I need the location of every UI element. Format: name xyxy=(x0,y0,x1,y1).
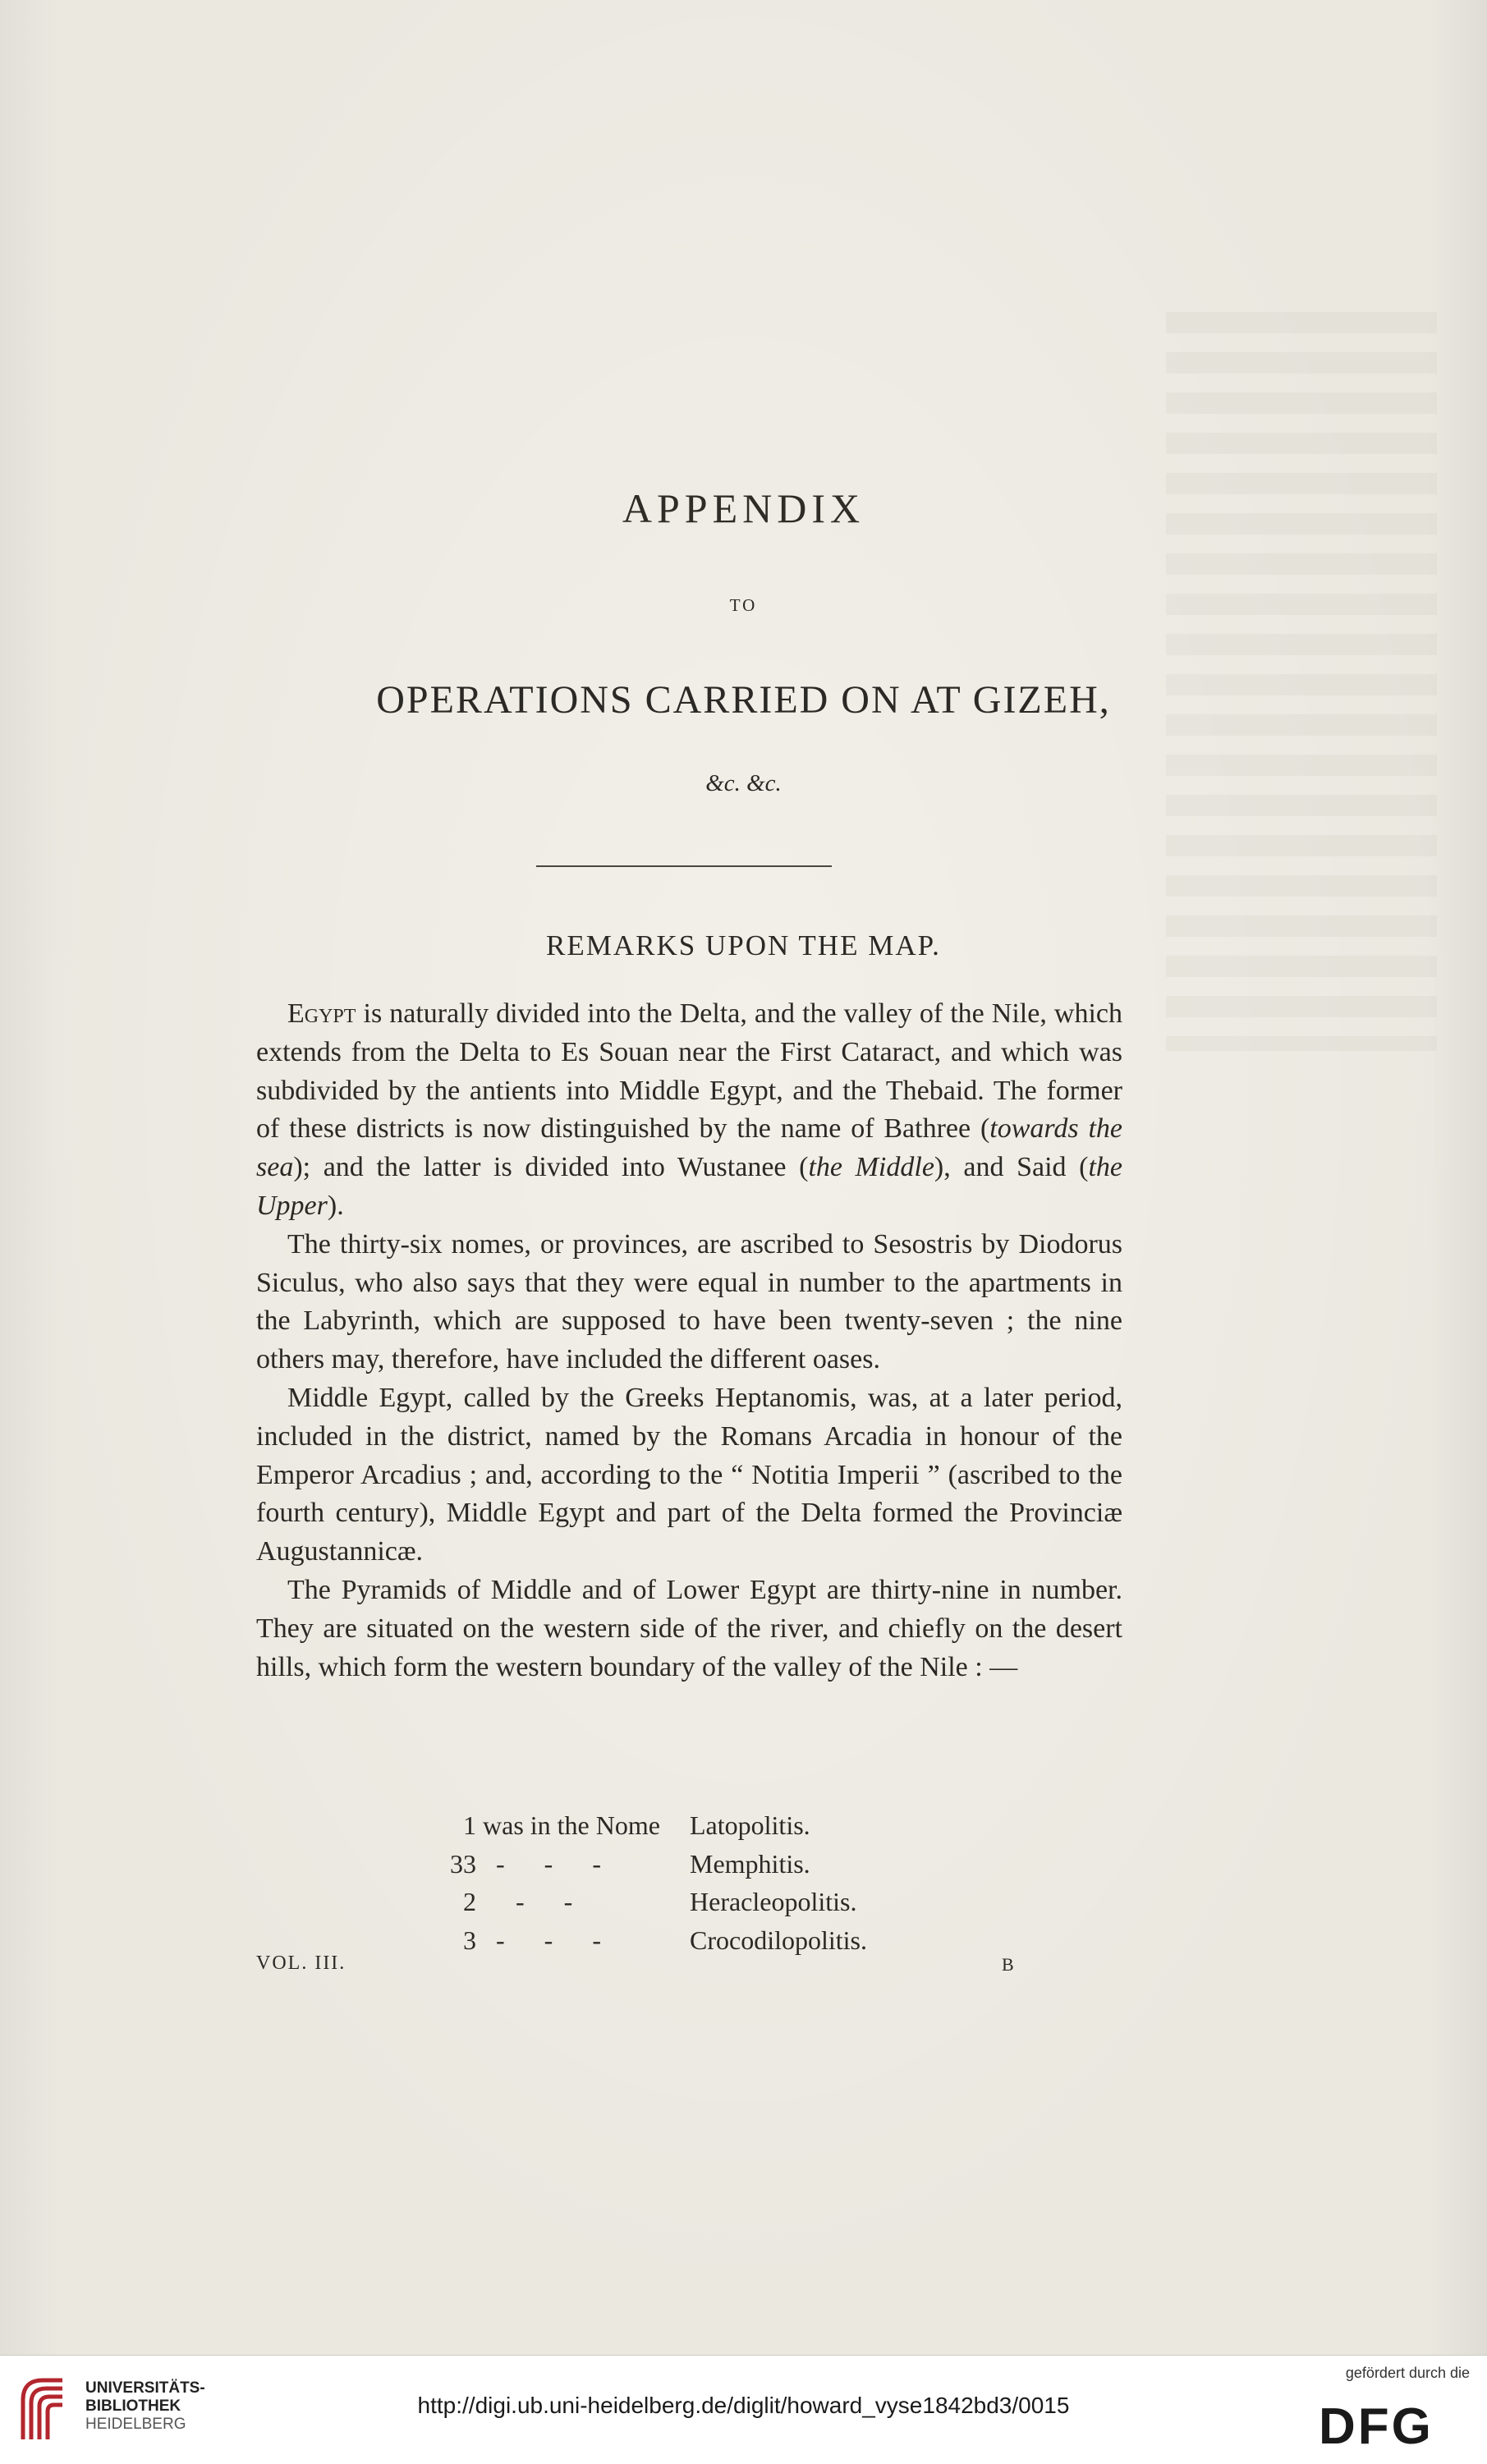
funding-note: gefördert durch die xyxy=(1345,2365,1470,2381)
paragraph-4: The Pyramids of Middle and of Lower Egypt are thirty-nine in number. They are situated on the western side of the river, and chiefly on the desert hills, which form the western boundary of the valley of the Nile : — xyxy=(256,1574,1122,1682)
nome-separator: - - - xyxy=(476,1925,621,1955)
paragraph-1 xyxy=(256,995,1122,1226)
nome-name: Crocodilopolitis. xyxy=(690,1925,867,1955)
nome-separator: - - - xyxy=(476,1848,621,1879)
permalink-url[interactable]: http://digi.ub.uni-heidelberg.de/diglit/howard_vyse1842bd3/0015 xyxy=(417,2393,1070,2418)
etc-heading: &c. &c. xyxy=(705,770,782,796)
library-line-2: BIBLIOTHEK xyxy=(85,2397,181,2415)
paragraph-1-italic-3: the Upper xyxy=(256,1152,1123,1221)
paragraph-3: Middle Egypt, called by the Greeks Heptanomis, was, at a later period, included in the district, named by the Romans Arcadia in honour of the Emperor Arcadius ; and, according to the “ Notitia Imperii ” (ascribed to the fourth century), Middle Egypt and part of the Delta formed the Provinciæ Augustannicæ. xyxy=(256,1382,1122,1567)
nome-count: 33 xyxy=(450,1848,476,1879)
operations-heading: OPERATIONS CARRIED ON AT GIZEH, xyxy=(376,678,1111,722)
volume-label: VOL. III. xyxy=(256,1952,347,1974)
paragraph-1-italic-1: towards the sea xyxy=(256,1113,1122,1183)
dfg-logo[interactable]: DFG xyxy=(1319,2398,1434,2455)
nome-row xyxy=(443,1845,867,1884)
paragraph-1-italic-2: the Middle xyxy=(808,1152,934,1183)
paragraph-2: The thirty-six nomes, or provinces, are ascribed to Sesostris by Diodorus Siculus, who also says that they were equal in number to the apartments in the Labyrinth, which are supposed to have been twenty-seven ; the nine others may, therefore, have included the different oases. xyxy=(256,1228,1122,1375)
library-line-3: HEIDELBERG xyxy=(85,2416,186,2433)
to-heading: TO xyxy=(729,595,758,615)
nome-row xyxy=(443,1883,867,1921)
paragraph-1-text-b: ); and the latter is divided into Wustanee ( xyxy=(293,1152,809,1183)
nome-count: 1 xyxy=(463,1810,476,1840)
nome-separator: was in the Nome xyxy=(476,1810,667,1840)
library-line-1: UNIVERSITÄTS- xyxy=(85,2379,205,2397)
signature-mark: B xyxy=(1002,1954,1014,1975)
section-rule xyxy=(536,865,832,867)
nome-count: 2 xyxy=(463,1887,476,1916)
nome-name: Heracleopolitis. xyxy=(690,1887,857,1916)
appendix-heading: APPENDIX xyxy=(622,485,865,531)
nome-row xyxy=(443,1921,867,1960)
paragraph-1-text-c: ), and Said ( xyxy=(934,1152,1089,1183)
nome-count: 3 xyxy=(463,1925,476,1955)
paragraph-1-text-d: ). xyxy=(327,1190,344,1221)
paragraph-1-first-word: Egypt xyxy=(287,998,356,1029)
nome-table xyxy=(443,1806,867,1959)
body-text xyxy=(256,995,1122,1686)
paragraph-1-text-a: is naturally divided into the Delta, and the valley of the Nile, which extends from the Delta to Es Souan near the First Cataract, and which was subdivided by the antients into Middle Egypt, and the Thebaid. The former of these districts is now distinguished by the name of Bathree ( xyxy=(256,998,1122,1145)
nome-separator: - - xyxy=(476,1887,599,1916)
nome-name: Latopolitis. xyxy=(690,1810,810,1840)
remarks-heading: REMARKS UPON THE MAP. xyxy=(546,929,941,961)
nome-row xyxy=(443,1806,867,1845)
nome-name: Memphitis. xyxy=(690,1848,810,1879)
